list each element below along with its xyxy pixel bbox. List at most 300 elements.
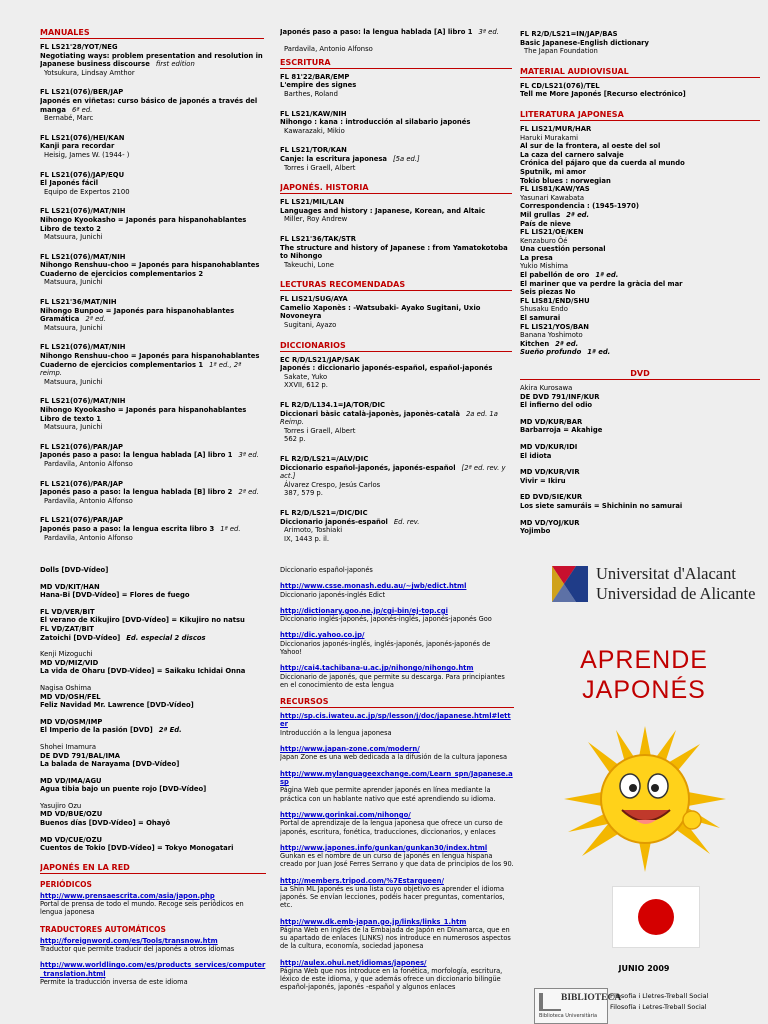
list-line [40, 684, 266, 693]
catalog-entry [40, 397, 264, 431]
entry-author: Matsuura, Junichi [44, 233, 103, 242]
resource-link[interactable]: http://www.japones.info/gunkan/gunkan30/index.html [280, 843, 488, 852]
entry-title-text: Japonés paso a paso: la lengua hablada [B] libro 2 [40, 488, 233, 497]
list-line-text: La vida de Oharu [DVD-Vídeo] = Saikaku Ichidai Onna [40, 667, 246, 676]
list-line-text: FL LIS21/YOS/BAN [520, 322, 590, 331]
section-heading-audiovisual: MATERIAL AUDIOVISUAL [520, 67, 760, 78]
list-line [520, 527, 760, 536]
entry-title [520, 90, 760, 99]
catalog-entry [280, 146, 512, 172]
list-line-text: FL LIS21/MUR/HAR [520, 124, 592, 133]
list-line [40, 810, 266, 819]
entry-title [280, 244, 512, 261]
section-heading-diccionarios: DICCIONARIOS [280, 341, 512, 352]
section-heading-escritura: ESCRITURA [280, 58, 512, 69]
list-line [520, 151, 760, 160]
resource-link[interactable]: http://foreignword.com/es/Tools/transnow.htm [40, 936, 218, 945]
list-line-text: La presa [520, 253, 553, 262]
list-line-text: La balada de Narayama [DVD-Vídeo] [40, 760, 180, 769]
catalog-entry [280, 401, 512, 444]
list-line-text: Al sur de la frontera, al oeste del sol [520, 142, 661, 151]
web-resource [280, 918, 514, 951]
list-line [40, 819, 266, 828]
list-line [520, 254, 760, 263]
entry-note: 3ª ed. [478, 28, 499, 36]
cover-title-line2: JAPONÉS [582, 676, 706, 704]
sun-mascot [560, 724, 730, 874]
list-line [520, 134, 760, 143]
column-escritura-diccionarios [280, 28, 512, 548]
web-resource [280, 664, 514, 689]
entry-title [280, 464, 512, 481]
entry-extent: 387, 579 p. [284, 489, 323, 498]
list-line [40, 634, 266, 643]
list-line-text: El idiota [520, 451, 552, 460]
list-line-text: Sputnik, mi amor [520, 167, 586, 176]
entry-title [280, 364, 512, 373]
call-number: EC R/D/LS21/JAP/SAK [280, 355, 360, 364]
catalog-entry [520, 30, 760, 56]
entry-title [40, 451, 264, 460]
resource-description: Portal de prensa de todo el mundo. Recoge seis periódicos en lengua japonesa [40, 900, 244, 917]
cover-date: JUNIO 2009 [618, 964, 670, 973]
call-number: FL LIS21/SUG/AYA [280, 295, 348, 304]
catalog-entry [280, 356, 512, 390]
list-line-text: Vivir = Ikiru [520, 476, 566, 485]
entry-title [40, 179, 264, 188]
list-line-text: MD VD/MIZ/VID [40, 658, 99, 667]
resource-link[interactable]: http://www.worldlingo.com/es/products_services/computer_translation.html [40, 961, 266, 978]
library-logo [534, 988, 622, 1024]
list-line-text: La caza del carnero salvaje [520, 150, 624, 159]
list-line [520, 288, 760, 297]
spacer [40, 600, 266, 608]
list-line-text: Correspondencia : (1945-1970) [520, 202, 639, 211]
resource-link[interactable]: http://www.mylanguageexchange.com/Learn_spn/Japanese.asp [280, 769, 513, 787]
list-line [520, 519, 760, 528]
catalog-entry [280, 235, 512, 269]
list-line-text: Shohei Imamura [40, 742, 96, 751]
list-line [520, 443, 760, 452]
entry-note: [2ª ed. rev. y act.] [280, 463, 506, 481]
catalog-entry [40, 134, 264, 160]
list-line [40, 608, 266, 617]
list-line-text: El infierno del odio [520, 401, 593, 410]
entry-author: Yotsukura, Lindsay Amthor [44, 68, 135, 77]
call-number: FL LS21(076)/BER/JAP [40, 88, 124, 97]
list-line [520, 185, 760, 194]
entry-note: 1ª ed., 2ª reimp. [40, 360, 242, 378]
list-line [520, 468, 760, 477]
university-name-es: Universidad de Alicante [596, 584, 756, 603]
list-line-text: MD VD/OSM/IMP [40, 717, 103, 726]
list-line-text: El samurai [520, 314, 561, 323]
resource-description: Página Web que permite aprender japonés en línea mediante la práctica con un hablante nativo que esté aprendiendo su idioma. [280, 786, 496, 803]
list-line [520, 194, 760, 203]
entry-title [280, 155, 512, 164]
list-line-text: MD VD/KIT/HAN [40, 582, 100, 591]
entry-author: The Japan Foundation [524, 47, 598, 56]
list-line [520, 331, 760, 340]
web-resource [280, 582, 514, 599]
call-number: FL R2/D/LS21=/ALV/DIC [280, 455, 369, 463]
entry-title-text: Nihongo Kyookasho = Japonés para hispanohablantes Libro de texto 1 [40, 406, 247, 423]
entry-author: Pardavila, Antonio Alfonso [44, 533, 133, 542]
entry-author: Bernabé, Marc [44, 114, 94, 123]
resource-description: Diccionario inglés-japonés, japonés-inglés, japonés-japonés Goo [280, 615, 492, 624]
list-line [40, 836, 266, 845]
resource-description: Permite la traducción inversa de este idioma [40, 978, 188, 987]
entry-note: 2ª ed. [85, 315, 106, 324]
list-line-text: País de nieve [520, 219, 571, 228]
entry-title-text: Languages and history : Japanese, Korean, and Altaic [280, 206, 486, 215]
entry-author: Sakate, Yuko [284, 372, 328, 381]
list-line-note: 1ª ed. [595, 271, 619, 280]
call-number: FL LS21(076)/MAT/NIH [40, 207, 126, 216]
list-line [40, 583, 266, 592]
list-line [40, 650, 266, 659]
column-dvd-red [40, 566, 266, 1022]
entry-author: Equipo de Expertos 2100 [44, 187, 130, 196]
entry-title [40, 406, 264, 423]
resource-description: Gunkan es el nombre de un curso de japonés en lengua hispana creado por Juan José Ferres Serrano y que data de principios de los 90. [280, 852, 514, 869]
catalog-entry [40, 443, 264, 469]
list-line-text: Kenji Mizoguchi [40, 650, 93, 659]
entry-title-text: Nihongo : kana : introducción al silabario japonés [280, 118, 471, 127]
list-line [40, 802, 266, 811]
list-line-text: FL VD/VER/BIT [40, 607, 95, 616]
spacer [40, 769, 266, 777]
faculty-line1: Filosofia i Lletres-Treball Social [610, 992, 709, 1000]
catalog-entry [40, 298, 264, 332]
list-line [520, 452, 760, 461]
entry-note: 2ª ed. [238, 488, 259, 497]
list-line-text: MD VD/KUR/VIR [520, 468, 580, 477]
list-line-text: Yukio Mishima [520, 262, 569, 271]
web-resource [280, 607, 514, 624]
list-line-text: ED DVD/SIE/KUR [520, 493, 583, 502]
column-recursos [280, 566, 514, 1022]
entry-title [280, 410, 512, 427]
entry-note: 1ª ed. [220, 524, 241, 533]
list-line-text: Barbarroja = Akahige [520, 426, 603, 435]
list-line [520, 393, 760, 402]
list-line-text: MD VD/KUR/IDI [520, 442, 578, 451]
university-name-ca: Universitat d'Alacant [596, 564, 736, 583]
web-resource [280, 745, 514, 762]
spacer [520, 485, 760, 493]
entry-title-text: Diccionario japonés-español [280, 517, 388, 526]
resource-link[interactable]: http://www.csse.monash.edu.au/~jwb/edict.html [280, 582, 467, 591]
call-number: FL LS21(076)/PAR/JAP [40, 516, 124, 525]
spacer [40, 575, 266, 583]
entry-title-text: Diccionario español-japonés, japonés-español [280, 463, 456, 472]
list-line [40, 743, 266, 752]
list-line [520, 502, 760, 511]
entry-note: 6ª ed. [71, 105, 93, 114]
web-resource [280, 844, 514, 869]
list-line [40, 616, 266, 625]
entry-author: Heisig, James W. (1944- ) [44, 150, 130, 159]
entry-note: 2a ed. 1a Reimp. [280, 409, 498, 427]
list-line [520, 220, 760, 229]
spacer [40, 828, 266, 836]
list-line-text: Akira Kurosawa [520, 384, 573, 392]
call-number: FL LS21'36/MAT/NIH [40, 298, 117, 307]
list-line [520, 159, 760, 168]
call-number: FL LS21/MIL/LAN [280, 198, 344, 207]
list-line [520, 297, 760, 306]
list-line-text: MD VD/KUR/BAR [520, 417, 583, 426]
list-line [40, 693, 266, 702]
web-resource [40, 937, 266, 954]
entry-extent: XXVII, 612 p. [284, 381, 328, 390]
entry-author: Torres i Graell, Albert [284, 426, 356, 435]
catalog-entry [280, 295, 512, 329]
list-line-text: Cuentos de Tokio [DVD-Vídeo] = Tokyo Monogatari [40, 844, 234, 853]
list-line [40, 760, 266, 769]
resource-link[interactable]: http://dic.yahoo.co.jp/ [280, 631, 365, 640]
call-number: FL R2/D/L134.1=JA/TOR/DIC [280, 401, 385, 410]
list-line-text: FL LIS21/OE/KEN [520, 228, 584, 237]
entry-title [40, 352, 264, 378]
spacer [40, 794, 266, 802]
entry-title-text: Nihongo Renshuu-choo = Japonés para hispanohablantes Cuaderno de ejercicios complementarios 2 [40, 261, 260, 278]
resource-link[interactable]: http://members.tripod.com/%7Estarqueen/ [280, 876, 444, 885]
list-line [40, 777, 266, 786]
call-number: FL LS21(076)/MAT/NIH [40, 252, 126, 261]
resource-link[interactable]: http://www.dk.emb-japan.go.jp/links/links_1.htm [280, 917, 467, 926]
entry-author: Pardavila, Antonio Alfonso [284, 45, 373, 54]
catalog-entry [40, 207, 264, 241]
entry-author: Torres i Graell, Albert [284, 163, 356, 172]
list-line-text: Banana Yoshimoto [520, 331, 583, 340]
list-line-text: Kenzaburo Ôé [520, 236, 568, 245]
call-number: FL LS21(076)/JAP/EQU [40, 170, 125, 179]
entry-author: Álvarez Crespo, Jesús Carlos [284, 480, 381, 489]
spacer [40, 735, 266, 743]
list-line [40, 726, 266, 735]
list-line-text: Seis piezas No [520, 288, 576, 297]
catalog-entry [40, 171, 264, 197]
call-number: FL LS21(076)/MAT/NIH [40, 343, 126, 352]
call-number: FL LS21'28/YOT/NEG [40, 43, 118, 51]
list-line-text: El Imperio de la pasión [DVD] [40, 726, 153, 735]
cover-panel [520, 556, 768, 1024]
list-line [520, 228, 760, 237]
spacer [520, 435, 760, 443]
catalog-entry [280, 73, 512, 99]
web-resource [280, 631, 514, 656]
list-line [40, 659, 266, 668]
entry-title [40, 97, 264, 114]
resource-description: La Shin ML Japonés es una lista cuyo objetivo es aprender el idioma japonés. Se envían lecciones, podéis hacer preguntas, comentarios, etc. [280, 884, 505, 910]
resource-description: Página Web que nos introduce en la fonética, morfología, escritura, léxico de este idioma, y que además ofrece un diccionario bilingüe español-japonés, japonés -español y algunos enlaces [280, 966, 503, 992]
list-line-note: 1ª ed. [587, 348, 611, 357]
web-resource [280, 770, 514, 803]
resource-description: Diccionario de japonés, que permite su descarga. Para principiantes en el conocimiento de esta lengua [280, 672, 505, 689]
section-heading-lecturas: LECTURAS RECOMENDADAS [280, 280, 512, 291]
resource-description: Portal de aprendizaje de la lengua japonesa que ofrece un curso de japonés, escritura, fonética, traducciones, diccionarios, y enlaces [280, 819, 503, 836]
spacer [40, 676, 266, 684]
list-line-text: El verano de Kikujiro [DVD-Vídeo] = Kikujiro no natsu [40, 616, 245, 625]
list-line-text: MD VD/OSH/FEL [40, 692, 101, 701]
entry-note: [5a ed.] [393, 154, 420, 163]
list-line-text: Buenos días [DVD-Vídeo] = Ohayô [40, 819, 171, 828]
column-manuales [40, 28, 264, 548]
entry-extent: IX, 1443 p. il. [284, 534, 330, 543]
list-line [520, 177, 760, 186]
list-line [520, 262, 760, 271]
entry-title-text: Diccionari bàsic català-japonès, japonès-català [280, 409, 460, 418]
list-line-text: Agua tibia bajo un puente rojo [DVD-Vídeo] [40, 785, 207, 794]
entry-author: Kawarazaki, Mikio [284, 126, 345, 135]
list-line [520, 477, 760, 486]
web-resource [280, 877, 514, 910]
list-line-text: Feliz Navidad Mr. Lawrence [DVD-Vídeo] [40, 701, 194, 710]
resource-description: Diccionario japonés-inglés Edict [280, 590, 386, 599]
entry-note: 3ª ed. [238, 451, 259, 460]
spacer [40, 642, 266, 650]
entry-title [40, 142, 264, 151]
sun-mascot-icon [560, 724, 730, 874]
entry-title-text: Nihongo Kyookasho = Japonés para hispanohablantes Libro de texto 2 [40, 215, 247, 233]
list-line-note: 2ª Ed. [158, 726, 182, 735]
entry-title-text: Japonés en viñetas: curso básico de japonés a través del manga [40, 96, 258, 114]
entry-title [40, 525, 264, 534]
list-line [520, 211, 760, 220]
entry-title [280, 28, 512, 37]
resource-link[interactable]: http://cai4.tachibana-u.ac.jp/nihongo/nihongo.htm [280, 664, 474, 673]
list-line [520, 280, 760, 289]
entry-note: first edition [155, 60, 195, 69]
entry-title-text: Kanji para recordar [40, 142, 115, 151]
entry-title-text: Japonés paso a paso: la lengua hablada [A] libro 1 [280, 28, 473, 36]
call-number: FL LS21'36/TAK/STR [280, 234, 356, 243]
resource-description: Japan Zone es una web dedicada a la difusión de la cultura japonesa [280, 753, 507, 762]
list-line-text: Una cuestión personal [520, 245, 606, 254]
call-number: FL LS21(076)/HEI/KAN [40, 133, 125, 142]
list-line-text: Mil grullas [520, 210, 561, 219]
list-line [40, 591, 266, 600]
entry-author: Pardavila, Antonio Alfonso [44, 496, 133, 505]
entry-title-text: Tell me More Japonés [Recurso electrónico] [520, 90, 686, 99]
list-line-text: Los siete samuráis = Shichinin no samurai [520, 501, 683, 510]
call-number: FL 81'22/BAR/EMP [280, 72, 350, 81]
list-line-text: Dolls [DVD-Vídeo] [40, 566, 109, 574]
catalog-entry [40, 343, 264, 386]
call-number: FL CD/LS21(076)/TEL [520, 81, 600, 90]
web-resource [280, 959, 514, 992]
list-line-text: DE DVD 791/BAL/IMA [40, 751, 121, 760]
list-line [520, 340, 760, 349]
entry-title-text: Canje: la escritura japonesa [280, 154, 388, 163]
call-number: FL R2/D/LS21=/DIC/DIC [280, 508, 368, 517]
list-line [520, 245, 760, 254]
catalog-entry [280, 198, 512, 224]
call-number: FL LS21/TOR/KAN [280, 146, 347, 155]
catalog-entry [40, 253, 264, 287]
list-line [520, 142, 760, 151]
subheading-periodicos: PERIÓDICOS [40, 879, 92, 889]
entry-title-text: Basic Japanese-English dictionary [520, 38, 649, 47]
entry-title-text: Japonés : diccionario japonés-español, español-japonés [280, 364, 493, 373]
cover-title-line1: APRENDE [580, 646, 708, 674]
line-list [520, 125, 760, 357]
catalog-entry [280, 455, 512, 498]
list-line [520, 237, 760, 246]
list-line [520, 493, 760, 502]
web-resource [40, 961, 266, 986]
catalog-entry [280, 509, 512, 543]
list-line [40, 667, 266, 676]
call-number: FL LS21(076)/PAR/JAP [40, 442, 124, 451]
list-line-text: Kitchen [520, 339, 550, 348]
list-line-text: Shusaku Endo [520, 305, 568, 314]
list-line-text: MD VD/YOJ/KUR [520, 518, 580, 527]
list-line [520, 168, 760, 177]
resource-link[interactable]: http://www.prensaescrita.com/asia/japon.php [40, 891, 215, 900]
catalog-entry [280, 28, 512, 54]
resource-link[interactable]: http://aulex.ohui.net/idiomas/japones/ [280, 958, 427, 967]
resource-link[interactable]: http://sp.cis.iwateu.ac.jp/sp/lesson/j/doc/japanese.html#letter [280, 712, 511, 729]
entry-author: Matsuura, Junichi [44, 278, 103, 287]
list-line [520, 401, 760, 410]
list-line [520, 418, 760, 427]
list-line-text: Nagisa Oshima [40, 683, 92, 692]
section-heading-literatura: LITERATURA JAPONESA [520, 110, 760, 121]
entry-author: Takeuchi, Lone [284, 260, 334, 269]
list-line [40, 625, 266, 634]
section-heading-historia: JAPONÉS. HISTORIA [280, 183, 512, 194]
section-heading-recursos: RECURSOS [280, 697, 514, 708]
resource-link[interactable]: http://dictionary.goo.ne.jp/cgi-bin/ej-top.cgi [280, 606, 448, 615]
list-line [520, 305, 760, 314]
column-literatura-dvd [520, 30, 760, 542]
list-line-text: FL VD/ZAT/BIT [40, 624, 94, 633]
list-line-text: El mariner que va perdre la gràcia del mar [520, 279, 683, 288]
section-heading-dvd: DVD [520, 369, 760, 380]
web-resource [280, 566, 514, 574]
university-logo-icon [550, 564, 590, 604]
entry-author: Barthes, Roland [284, 89, 338, 98]
faculty-line2: Filosofía i Letres-Treball Social [610, 1003, 707, 1011]
list-line-note: Ed. especial 2 discos [126, 633, 206, 642]
list-line [520, 314, 760, 323]
catalog-entry [40, 516, 264, 542]
resource-description: Página Web en inglés de la Embajada de Japón en Dinamarca, que en su apartado de enlaces (LINKS) nos introduce en numerosos aspectos de la cultura, economía, sociedad japonesa [280, 925, 511, 951]
resource-link[interactable]: http://www.gorinkai.com/nihongo/ [280, 810, 411, 819]
list-line [40, 718, 266, 727]
spacer [40, 710, 266, 718]
list-line [40, 701, 266, 710]
section-heading-japones-red: JAPONÉS EN LA RED [40, 863, 266, 874]
catalog-entry [280, 110, 512, 136]
section-heading-manuales: MANUALES [40, 28, 264, 39]
call-number: FL R2/D/LS21=IN/JAP/BAS [520, 30, 618, 38]
entry-title-text: Japonés paso a paso: la lengua hablada [A] libro 1 [40, 451, 233, 460]
resource-link[interactable]: http://www.japan-zone.com/modern/ [280, 745, 420, 754]
japan-flag [612, 886, 700, 948]
list-line-text: MD VD/CUE/OZU [40, 835, 103, 844]
list-line [40, 752, 266, 761]
resource-description: Diccionarios japonés-inglés, inglés-japonés, japonés-japonés de Yahoo! [280, 639, 491, 657]
spacer [520, 460, 760, 468]
list-line-text: FL LIS81/KAW/YAS [520, 185, 590, 194]
list-line-note: 2ª ed. [555, 339, 579, 348]
list-line-text: Crónica del pájaro que da cuerda al mundo [520, 159, 685, 168]
entry-author: Matsuura, Junichi [44, 423, 103, 432]
